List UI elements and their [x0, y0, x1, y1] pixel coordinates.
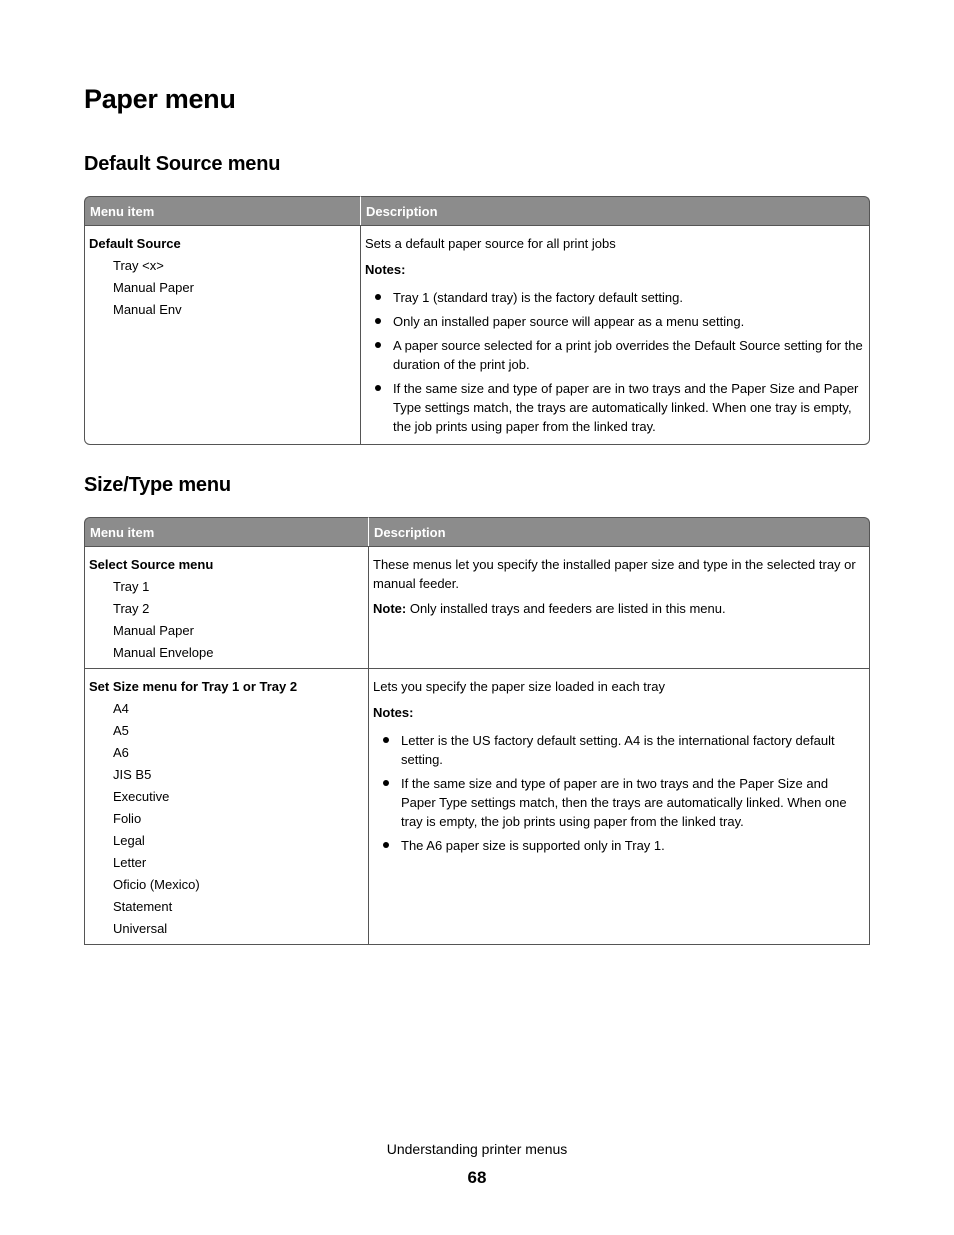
note-text: The A6 paper size is supported only in Tray 1.: [401, 838, 665, 853]
menu-sub-item: Letter: [113, 855, 147, 870]
size-type-table: [84, 517, 870, 945]
section-title-size-type: Size/Type menu: [84, 474, 231, 496]
notes-list: [373, 731, 865, 855]
note-inline: [373, 599, 865, 618]
section-title-default-source: Default Source menu: [84, 153, 281, 175]
bullet-icon: [375, 342, 381, 348]
table-row: [84, 546, 870, 668]
description-cell: [369, 668, 870, 945]
notes-label: Notes:: [373, 705, 414, 720]
menu-sub-item: Manual Paper: [113, 280, 194, 295]
note-text: If the same size and type of paper are in two trays and the Paper Size and Paper Type settings match, then the trays are automatically linked. When one tray is empty, the job prints using paper from the linked tray.: [401, 776, 847, 829]
menu-sub-item: Statement: [113, 899, 173, 914]
description-text: Sets a default paper source for all print jobs: [365, 236, 616, 251]
note-text: A paper source selected for a print job overrides the Default Source setting for the duration of the print job.: [393, 338, 863, 372]
page-title: Paper menu: [84, 84, 236, 114]
menu-sub-item: A4: [113, 701, 129, 716]
bullet-icon: [375, 385, 381, 391]
note-item: [377, 774, 865, 831]
menu-sub-item: Manual Envelope: [113, 645, 214, 660]
menu-item-name: Select Source menu: [89, 557, 214, 572]
menu-item-cell: [84, 668, 369, 945]
notes-label: Notes:: [365, 262, 406, 277]
description-text: Lets you specify the paper size loaded in each tray: [373, 679, 665, 694]
bullet-icon: [383, 842, 389, 848]
table-row: [84, 225, 870, 445]
description-cell: [361, 225, 870, 445]
menu-sub-item: Manual Env: [113, 302, 182, 317]
note-item: [369, 312, 865, 331]
note-text: Tray 1 (standard tray) is the factory default setting.: [393, 290, 683, 305]
default-source-table: [84, 196, 870, 445]
menu-sub-item: Oficio (Mexico): [113, 877, 200, 892]
menu-sub-item: Tray 2: [113, 601, 150, 616]
description-cell: [369, 546, 870, 668]
bullet-icon: [383, 780, 389, 786]
column-header-description: Description: [361, 196, 870, 225]
note-item: [377, 836, 865, 855]
column-header-menu-item: Menu item: [84, 517, 369, 546]
menu-sub-item: A5: [113, 723, 129, 738]
menu-sub-item: JIS B5: [113, 767, 152, 782]
description-text: These menus let you specify the installed paper size and type in the selected tray or manual feeder.: [373, 557, 856, 591]
note-item: [369, 288, 865, 307]
notes-list: [365, 288, 865, 436]
menu-item-cell: [84, 546, 369, 668]
note-item: [369, 379, 865, 436]
menu-item-name: Default Source: [89, 236, 181, 251]
page-number: 68: [467, 1168, 487, 1187]
note-item: [377, 731, 865, 769]
note-label: Note:: [373, 601, 407, 616]
menu-sub-item: Tray 1: [113, 579, 150, 594]
menu-sub-item: Universal: [113, 921, 168, 936]
menu-sub-item: Executive: [113, 789, 170, 804]
bullet-icon: [375, 294, 381, 300]
menu-sub-item: Folio: [113, 811, 142, 826]
note-text: Letter is the US factory default setting. A4 is the international factory default setting.: [401, 733, 835, 767]
bullet-icon: [375, 318, 381, 324]
note-text: If the same size and type of paper are in two trays and the Paper Size and Paper Type settings match, the trays are automatically linked. When one tray is empty, the job prints using paper from the linked tray.: [393, 381, 859, 434]
menu-sub-item: Legal: [113, 833, 145, 848]
note-item: [369, 336, 865, 374]
menu-item-cell: [84, 225, 361, 445]
menu-sub-item: Manual Paper: [113, 623, 194, 638]
note-text: Only installed trays and feeders are listed in this menu.: [406, 601, 726, 616]
table-header-row: [84, 196, 870, 225]
menu-sub-item: A6: [113, 745, 129, 760]
table-header-row: [84, 517, 870, 546]
menu-item-name: Set Size menu for Tray 1 or Tray 2: [89, 679, 298, 694]
column-header-menu-item: Menu item: [84, 196, 361, 225]
footer-section-label: Understanding printer menus: [386, 1141, 568, 1157]
column-header-description: Description: [369, 517, 870, 546]
table-row: [84, 668, 870, 945]
bullet-icon: [383, 737, 389, 743]
note-text: Only an installed paper source will appear as a menu setting.: [393, 314, 745, 329]
menu-sub-item: Tray <x>: [113, 258, 164, 273]
